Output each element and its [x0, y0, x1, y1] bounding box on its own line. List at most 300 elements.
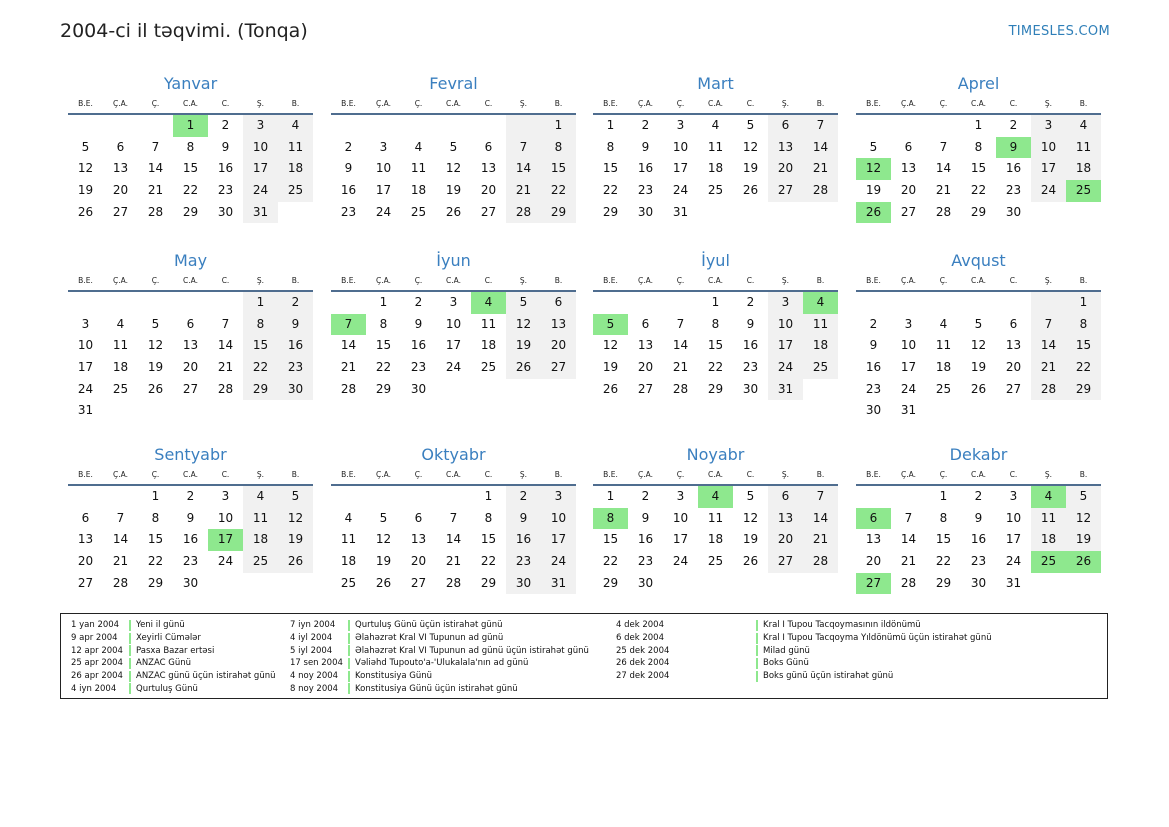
day-cell[interactable]: 24: [1005, 554, 1022, 569]
day-cell[interactable]: 10: [1005, 510, 1022, 525]
holiday-day-cell[interactable]: 12: [856, 158, 891, 180]
day-cell[interactable]: 19: [1066, 529, 1101, 551]
day-cell[interactable]: 10: [541, 508, 576, 530]
day-cell[interactable]: 26: [742, 183, 759, 198]
day-cell[interactable]: 28: [935, 204, 952, 219]
day-cell[interactable]: 5: [151, 316, 160, 331]
day-cell[interactable]: 21: [445, 554, 462, 569]
day-cell[interactable]: 4: [278, 115, 313, 137]
day-cell[interactable]: 24: [243, 180, 278, 202]
day-cell[interactable]: 9: [414, 316, 423, 331]
day-cell[interactable]: 28: [803, 551, 838, 573]
holiday-day-cell[interactable]: 8: [593, 508, 628, 530]
day-cell[interactable]: 17: [375, 183, 392, 198]
day-cell[interactable]: 2: [344, 139, 353, 154]
holiday-day-cell[interactable]: 27: [856, 573, 891, 595]
day-cell[interactable]: 24: [900, 381, 917, 396]
day-cell[interactable]: 22: [182, 183, 199, 198]
day-cell[interactable]: 3: [1009, 489, 1018, 503]
day-cell[interactable]: 20: [768, 529, 803, 551]
day-cell[interactable]: 12: [77, 161, 94, 176]
day-cell[interactable]: 7: [116, 510, 125, 525]
day-cell[interactable]: 15: [602, 532, 619, 547]
day-cell[interactable]: 11: [112, 338, 129, 353]
day-cell[interactable]: 25: [935, 381, 952, 396]
day-cell[interactable]: 3: [541, 486, 576, 508]
day-cell[interactable]: 22: [970, 183, 987, 198]
day-cell[interactable]: 31: [541, 573, 576, 595]
day-cell[interactable]: 15: [375, 338, 392, 353]
day-cell[interactable]: 31: [768, 379, 803, 401]
day-cell[interactable]: 6: [81, 510, 90, 525]
day-cell[interactable]: 13: [900, 161, 917, 176]
day-cell[interactable]: 29: [1066, 379, 1101, 401]
day-cell[interactable]: 19: [742, 532, 759, 547]
day-cell[interactable]: 4: [711, 118, 720, 132]
holiday-day-cell[interactable]: 26: [856, 202, 891, 224]
day-cell[interactable]: 19: [970, 360, 987, 375]
day-cell[interactable]: 19: [865, 183, 882, 198]
day-cell[interactable]: 24: [672, 183, 689, 198]
day-cell[interactable]: 10: [445, 316, 462, 331]
day-cell[interactable]: 26: [742, 554, 759, 569]
day-cell[interactable]: 29: [480, 575, 497, 590]
day-cell[interactable]: 26: [970, 381, 987, 396]
day-cell[interactable]: 3: [81, 316, 90, 331]
day-cell[interactable]: 7: [676, 316, 685, 331]
day-cell[interactable]: 14: [803, 508, 838, 530]
day-cell[interactable]: 7: [1031, 314, 1066, 336]
day-cell[interactable]: 29: [707, 381, 724, 396]
day-cell[interactable]: 27: [637, 381, 654, 396]
day-cell[interactable]: 5: [746, 489, 755, 503]
day-cell[interactable]: 10: [375, 161, 392, 176]
day-cell[interactable]: 15: [541, 158, 576, 180]
day-cell[interactable]: 14: [672, 338, 689, 353]
day-cell[interactable]: 3: [379, 139, 388, 154]
day-cell[interactable]: 28: [147, 204, 164, 219]
day-cell[interactable]: 22: [602, 183, 619, 198]
day-cell[interactable]: 11: [803, 314, 838, 336]
day-cell[interactable]: 25: [340, 575, 357, 590]
day-cell[interactable]: 27: [900, 204, 917, 219]
day-cell[interactable]: 28: [340, 381, 357, 396]
day-cell[interactable]: 16: [1005, 161, 1022, 176]
day-cell[interactable]: 22: [1066, 357, 1101, 379]
day-cell[interactable]: 31: [1005, 575, 1022, 590]
day-cell[interactable]: 29: [375, 381, 392, 396]
day-cell[interactable]: 17: [1031, 158, 1066, 180]
day-cell[interactable]: 11: [480, 316, 497, 331]
day-cell[interactable]: 27: [112, 204, 129, 219]
day-cell[interactable]: 2: [641, 118, 650, 132]
day-cell[interactable]: 2: [186, 489, 195, 503]
day-cell[interactable]: 7: [506, 137, 541, 159]
day-cell[interactable]: 3: [243, 115, 278, 137]
day-cell[interactable]: 14: [935, 161, 952, 176]
day-cell[interactable]: 13: [77, 532, 94, 547]
day-cell[interactable]: 2: [974, 489, 983, 503]
day-cell[interactable]: 20: [480, 183, 497, 198]
day-cell[interactable]: 3: [221, 489, 230, 503]
day-cell[interactable]: 12: [375, 532, 392, 547]
day-cell[interactable]: 16: [182, 532, 199, 547]
day-cell[interactable]: 6: [768, 115, 803, 137]
day-cell[interactable]: 1: [606, 118, 615, 132]
day-cell[interactable]: 17: [768, 335, 803, 357]
day-cell[interactable]: 16: [340, 183, 357, 198]
day-cell[interactable]: 13: [480, 161, 497, 176]
day-cell[interactable]: 30: [410, 381, 427, 396]
day-cell[interactable]: 24: [768, 357, 803, 379]
day-cell[interactable]: 18: [112, 360, 129, 375]
day-cell[interactable]: 16: [637, 532, 654, 547]
day-cell[interactable]: 30: [637, 204, 654, 219]
day-cell[interactable]: 16: [970, 532, 987, 547]
day-cell[interactable]: 15: [707, 338, 724, 353]
day-cell[interactable]: 21: [900, 554, 917, 569]
day-cell[interactable]: 7: [449, 510, 458, 525]
day-cell[interactable]: 22: [375, 360, 392, 375]
day-cell[interactable]: 14: [217, 338, 234, 353]
day-cell[interactable]: 2: [221, 118, 230, 132]
day-cell[interactable]: 20: [637, 360, 654, 375]
day-cell[interactable]: 20: [112, 183, 129, 198]
day-cell[interactable]: 7: [803, 486, 838, 508]
day-cell[interactable]: 21: [935, 183, 952, 198]
day-cell[interactable]: 13: [112, 161, 129, 176]
day-cell[interactable]: 15: [147, 532, 164, 547]
day-cell[interactable]: 1: [939, 489, 948, 503]
day-cell[interactable]: 9: [278, 314, 313, 336]
day-cell[interactable]: 21: [1031, 357, 1066, 379]
day-cell[interactable]: 25: [243, 551, 278, 573]
day-cell[interactable]: 15: [970, 161, 987, 176]
day-cell[interactable]: 1: [711, 295, 720, 309]
day-cell[interactable]: 15: [1066, 335, 1101, 357]
day-cell[interactable]: 6: [541, 292, 576, 314]
day-cell[interactable]: 28: [1031, 379, 1066, 401]
day-cell[interactable]: 12: [506, 314, 541, 336]
day-cell[interactable]: 9: [746, 316, 755, 331]
day-cell[interactable]: 23: [506, 551, 541, 573]
day-cell[interactable]: 31: [672, 204, 689, 219]
day-cell[interactable]: 28: [900, 575, 917, 590]
day-cell[interactable]: 29: [147, 575, 164, 590]
day-cell[interactable]: 24: [375, 204, 392, 219]
day-cell[interactable]: 18: [243, 529, 278, 551]
day-cell[interactable]: 25: [707, 183, 724, 198]
day-cell[interactable]: 23: [278, 357, 313, 379]
day-cell[interactable]: 20: [541, 335, 576, 357]
day-cell[interactable]: 15: [935, 532, 952, 547]
day-cell[interactable]: 11: [707, 510, 724, 525]
day-cell[interactable]: 23: [217, 183, 234, 198]
day-cell[interactable]: 31: [243, 202, 278, 224]
day-cell[interactable]: 8: [151, 510, 160, 525]
day-cell[interactable]: 5: [81, 139, 90, 154]
day-cell[interactable]: 6: [116, 139, 125, 154]
day-cell[interactable]: 30: [742, 381, 759, 396]
day-cell[interactable]: 28: [803, 180, 838, 202]
day-cell[interactable]: 29: [970, 204, 987, 219]
day-cell[interactable]: 29: [541, 202, 576, 224]
day-cell[interactable]: 22: [147, 554, 164, 569]
day-cell[interactable]: 1: [1066, 292, 1101, 314]
day-cell[interactable]: 6: [186, 316, 195, 331]
day-cell[interactable]: 18: [340, 554, 357, 569]
day-cell[interactable]: 21: [672, 360, 689, 375]
day-cell[interactable]: 30: [1005, 204, 1022, 219]
day-cell[interactable]: 17: [445, 338, 462, 353]
day-cell[interactable]: 2: [869, 316, 878, 331]
day-cell[interactable]: 9: [344, 161, 353, 176]
day-cell[interactable]: 8: [939, 510, 948, 525]
day-cell[interactable]: 12: [970, 338, 987, 353]
day-cell[interactable]: 17: [77, 360, 94, 375]
holiday-day-cell[interactable]: 6: [856, 508, 891, 530]
day-cell[interactable]: 25: [480, 360, 497, 375]
day-cell[interactable]: 14: [900, 532, 917, 547]
day-cell[interactable]: 3: [449, 295, 458, 309]
day-cell[interactable]: 11: [1066, 137, 1101, 159]
day-cell[interactable]: 8: [606, 139, 615, 154]
day-cell[interactable]: 31: [900, 403, 917, 418]
day-cell[interactable]: 13: [182, 338, 199, 353]
day-cell[interactable]: 12: [742, 139, 759, 154]
day-cell[interactable]: 15: [480, 532, 497, 547]
day-cell[interactable]: 7: [939, 139, 948, 154]
day-cell[interactable]: 14: [147, 161, 164, 176]
holiday-day-cell[interactable]: 4: [803, 292, 838, 314]
day-cell[interactable]: 23: [182, 554, 199, 569]
day-cell[interactable]: 23: [637, 554, 654, 569]
day-cell[interactable]: 29: [182, 204, 199, 219]
day-cell[interactable]: 16: [278, 335, 313, 357]
day-cell[interactable]: 15: [602, 161, 619, 176]
day-cell[interactable]: 27: [768, 180, 803, 202]
day-cell[interactable]: 19: [445, 183, 462, 198]
day-cell[interactable]: 12: [1066, 508, 1101, 530]
day-cell[interactable]: 15: [182, 161, 199, 176]
day-cell[interactable]: 21: [112, 554, 129, 569]
day-cell[interactable]: 25: [803, 357, 838, 379]
day-cell[interactable]: 26: [445, 204, 462, 219]
day-cell[interactable]: 17: [1005, 532, 1022, 547]
day-cell[interactable]: 11: [278, 137, 313, 159]
day-cell[interactable]: 19: [278, 529, 313, 551]
day-cell[interactable]: 19: [375, 554, 392, 569]
day-cell[interactable]: 7: [803, 115, 838, 137]
day-cell[interactable]: 7: [221, 316, 230, 331]
day-cell[interactable]: 12: [445, 161, 462, 176]
day-cell[interactable]: 14: [506, 158, 541, 180]
day-cell[interactable]: 5: [278, 486, 313, 508]
day-cell[interactable]: 10: [217, 510, 234, 525]
day-cell[interactable]: 8: [974, 139, 983, 154]
day-cell[interactable]: 24: [445, 360, 462, 375]
day-cell[interactable]: 19: [147, 360, 164, 375]
day-cell[interactable]: 16: [506, 529, 541, 551]
day-cell[interactable]: 30: [506, 573, 541, 595]
day-cell[interactable]: 10: [672, 510, 689, 525]
day-cell[interactable]: 20: [77, 554, 94, 569]
day-cell[interactable]: 18: [1031, 529, 1066, 551]
day-cell[interactable]: 3: [676, 489, 685, 503]
day-cell[interactable]: 11: [935, 338, 952, 353]
day-cell[interactable]: 18: [707, 161, 724, 176]
day-cell[interactable]: 17: [672, 161, 689, 176]
day-cell[interactable]: 24: [217, 554, 234, 569]
day-cell[interactable]: 24: [672, 554, 689, 569]
day-cell[interactable]: 2: [506, 486, 541, 508]
day-cell[interactable]: 4: [116, 316, 125, 331]
day-cell[interactable]: 30: [637, 575, 654, 590]
day-cell[interactable]: 1: [379, 295, 388, 309]
day-cell[interactable]: 4: [939, 316, 948, 331]
day-cell[interactable]: 20: [1005, 360, 1022, 375]
day-cell[interactable]: 30: [217, 204, 234, 219]
day-cell[interactable]: 25: [278, 180, 313, 202]
day-cell[interactable]: 16: [742, 338, 759, 353]
day-cell[interactable]: 9: [641, 510, 650, 525]
day-cell[interactable]: 1: [484, 489, 493, 503]
day-cell[interactable]: 18: [935, 360, 952, 375]
day-cell[interactable]: 2: [746, 295, 755, 309]
day-cell[interactable]: 27: [480, 204, 497, 219]
day-cell[interactable]: 9: [974, 510, 983, 525]
day-cell[interactable]: 27: [541, 357, 576, 379]
day-cell[interactable]: 23: [1005, 183, 1022, 198]
day-cell[interactable]: 23: [637, 183, 654, 198]
day-cell[interactable]: 12: [742, 510, 759, 525]
day-cell[interactable]: 8: [379, 316, 388, 331]
day-cell[interactable]: 11: [410, 161, 427, 176]
day-cell[interactable]: 9: [869, 338, 878, 353]
day-cell[interactable]: 1: [243, 292, 278, 314]
day-cell[interactable]: 13: [768, 508, 803, 530]
day-cell[interactable]: 30: [278, 379, 313, 401]
day-cell[interactable]: 28: [506, 202, 541, 224]
day-cell[interactable]: 18: [278, 158, 313, 180]
day-cell[interactable]: 26: [147, 381, 164, 396]
day-cell[interactable]: 23: [970, 554, 987, 569]
day-cell[interactable]: 26: [278, 551, 313, 573]
day-cell[interactable]: 26: [602, 381, 619, 396]
day-cell[interactable]: 26: [375, 575, 392, 590]
day-cell[interactable]: 13: [865, 532, 882, 547]
day-cell[interactable]: 14: [445, 532, 462, 547]
day-cell[interactable]: 29: [935, 575, 952, 590]
day-cell[interactable]: 20: [410, 554, 427, 569]
day-cell[interactable]: 23: [340, 204, 357, 219]
day-cell[interactable]: 13: [637, 338, 654, 353]
day-cell[interactable]: 9: [186, 510, 195, 525]
day-cell[interactable]: 11: [243, 508, 278, 530]
day-cell[interactable]: 16: [637, 161, 654, 176]
day-cell[interactable]: 10: [1031, 137, 1066, 159]
day-cell[interactable]: 19: [602, 360, 619, 375]
holiday-day-cell[interactable]: 26: [1066, 551, 1101, 573]
day-cell[interactable]: 26: [506, 357, 541, 379]
day-cell[interactable]: 17: [541, 529, 576, 551]
day-cell[interactable]: 13: [768, 137, 803, 159]
day-cell[interactable]: 25: [410, 204, 427, 219]
day-cell[interactable]: 3: [904, 316, 913, 331]
day-cell[interactable]: 6: [641, 316, 650, 331]
day-cell[interactable]: 30: [970, 575, 987, 590]
day-cell[interactable]: 11: [340, 532, 357, 547]
day-cell[interactable]: 21: [340, 360, 357, 375]
holiday-day-cell[interactable]: 17: [208, 529, 243, 551]
day-cell[interactable]: 12: [278, 508, 313, 530]
day-cell[interactable]: 12: [602, 338, 619, 353]
day-cell[interactable]: 6: [414, 510, 423, 525]
day-cell[interactable]: 2: [1009, 118, 1018, 132]
day-cell[interactable]: 28: [672, 381, 689, 396]
day-cell[interactable]: 23: [410, 360, 427, 375]
day-cell[interactable]: 8: [1066, 314, 1101, 336]
day-cell[interactable]: 12: [147, 338, 164, 353]
day-cell[interactable]: 29: [602, 575, 619, 590]
day-cell[interactable]: 27: [77, 575, 94, 590]
day-cell[interactable]: 1: [541, 115, 576, 137]
day-cell[interactable]: 5: [506, 292, 541, 314]
day-cell[interactable]: 8: [711, 316, 720, 331]
day-cell[interactable]: 8: [541, 137, 576, 159]
day-cell[interactable]: 27: [1005, 381, 1022, 396]
day-cell[interactable]: 14: [803, 137, 838, 159]
holiday-day-cell[interactable]: 1: [173, 115, 208, 137]
day-cell[interactable]: 14: [112, 532, 129, 547]
day-cell[interactable]: 10: [77, 338, 94, 353]
day-cell[interactable]: 21: [803, 158, 838, 180]
day-cell[interactable]: 6: [1009, 316, 1018, 331]
day-cell[interactable]: 8: [243, 314, 278, 336]
day-cell[interactable]: 11: [1031, 508, 1066, 530]
day-cell[interactable]: 4: [243, 486, 278, 508]
day-cell[interactable]: 13: [1005, 338, 1022, 353]
day-cell[interactable]: 1: [606, 489, 615, 503]
day-cell[interactable]: 28: [217, 381, 234, 396]
day-cell[interactable]: 20: [900, 183, 917, 198]
day-cell[interactable]: 2: [414, 295, 423, 309]
day-cell[interactable]: 19: [77, 183, 94, 198]
day-cell[interactable]: 2: [641, 489, 650, 503]
day-cell[interactable]: 16: [410, 338, 427, 353]
day-cell[interactable]: 6: [768, 486, 803, 508]
day-cell[interactable]: 3: [676, 118, 685, 132]
holiday-day-cell[interactable]: 4: [471, 292, 506, 314]
day-cell[interactable]: 19: [742, 161, 759, 176]
day-cell[interactable]: 18: [707, 532, 724, 547]
day-cell[interactable]: 5: [869, 139, 878, 154]
day-cell[interactable]: 15: [243, 335, 278, 357]
day-cell[interactable]: 28: [112, 575, 129, 590]
day-cell[interactable]: 22: [602, 554, 619, 569]
day-cell[interactable]: 28: [445, 575, 462, 590]
day-cell[interactable]: 10: [900, 338, 917, 353]
day-cell[interactable]: 5: [974, 316, 983, 331]
day-cell[interactable]: 14: [340, 338, 357, 353]
day-cell[interactable]: 1: [151, 489, 160, 503]
day-cell[interactable]: 22: [935, 554, 952, 569]
holiday-day-cell[interactable]: 5: [593, 314, 628, 336]
day-cell[interactable]: 27: [410, 575, 427, 590]
day-cell[interactable]: 4: [344, 510, 353, 525]
day-cell[interactable]: 27: [768, 551, 803, 573]
day-cell[interactable]: 16: [865, 360, 882, 375]
